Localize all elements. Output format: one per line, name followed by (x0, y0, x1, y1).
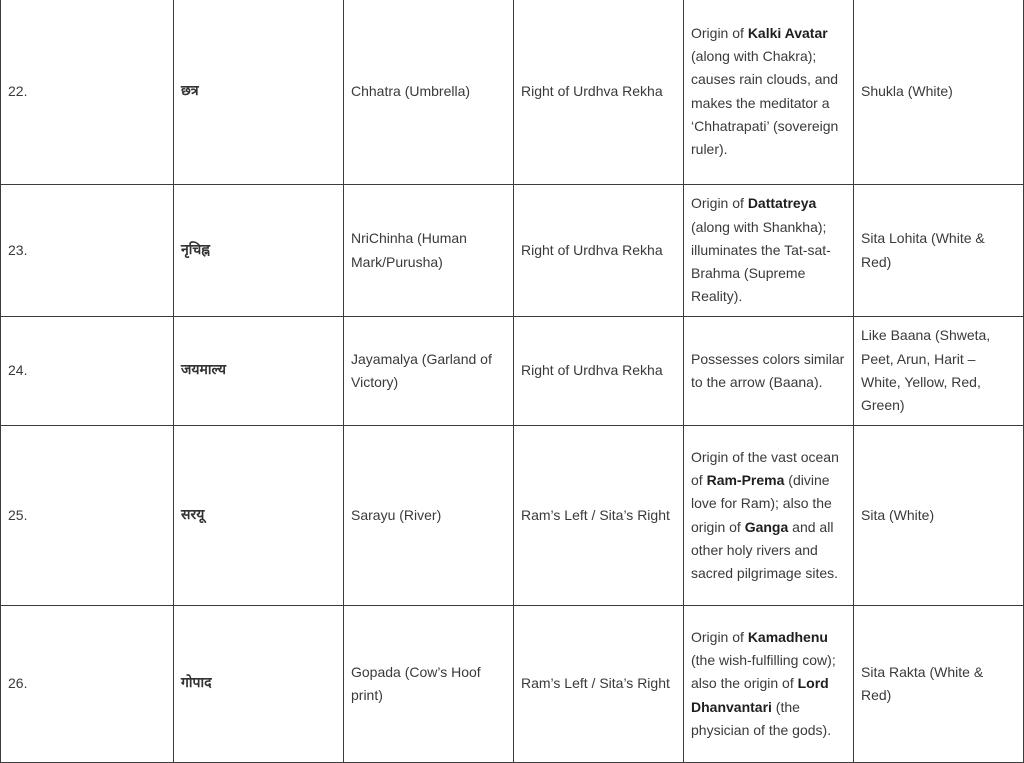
table-row (1, 606, 1024, 763)
symbol-color: Sita (White) (854, 426, 1024, 606)
symbol-color: Sita Rakta (White & Red) (854, 606, 1024, 763)
description-text: (along with Chakra); causes rain clouds, and makes the meditator a ‘Chhatrapati’ (sovereign ruler). (691, 47, 839, 158)
row-number: 24. (1, 317, 174, 426)
description-text: (along with Shankha); illuminates the Tat-sat-Brahma (Supreme Reality). (691, 218, 831, 305)
symbol-color: Like Baana (Shweta, Peet, Arun, Harit – White, Yellow, Red, Green) (854, 317, 1024, 426)
symbol-name: Sarayu (River) (344, 426, 514, 606)
symbol-description (684, 185, 854, 317)
row-number: 25. (1, 426, 174, 606)
table-row (1, 426, 1024, 606)
symbol-location: Right of Urdhva Rekha (514, 317, 684, 426)
row-number: 23. (1, 185, 174, 317)
row-number: 22. (1, 0, 174, 185)
row-number: 26. (1, 606, 174, 763)
symbol-devanagari: छत्र (174, 0, 344, 185)
symbol-color: Sita Lohita (White & Red) (854, 185, 1024, 317)
symbol-description (684, 0, 854, 185)
symbol-name: Chhatra (Umbrella) (344, 0, 514, 185)
symbol-devanagari: जयमाल्य (174, 317, 344, 426)
description-text: (divine love for Ram); also the origin of (691, 471, 832, 535)
symbol-name: Gopada (Cow’s Hoof print) (344, 606, 514, 763)
description-highlight: Ganga (744, 518, 789, 535)
description-text: Origin of (691, 628, 748, 645)
description-text: Origin of (691, 195, 748, 212)
description-highlight: Kamadhenu (747, 628, 828, 645)
table-row (1, 0, 1024, 185)
symbol-color: Shukla (White) (854, 0, 1024, 185)
description-text: (the physician of the gods). (691, 698, 832, 738)
symbol-location: Right of Urdhva Rekha (514, 185, 684, 317)
symbol-name: NriChinha (Human Mark/Purusha) (344, 185, 514, 317)
description-highlight: Ram-Prema (706, 471, 785, 488)
description-highlight: Dattatreya (747, 195, 817, 212)
table-row (1, 317, 1024, 426)
description-text: Origin of the vast ocean of (691, 448, 839, 488)
symbol-location: Ram’s Left / Sita’s Right (514, 426, 684, 606)
symbol-description (684, 606, 854, 763)
symbol-description (684, 317, 854, 426)
description-highlight: Lord Dhanvantari (691, 675, 829, 715)
symbol-location: Ram’s Left / Sita’s Right (514, 606, 684, 763)
symbol-devanagari: नृचिह्न (174, 185, 344, 317)
description-text: Origin of (691, 24, 748, 41)
table-row (1, 185, 1024, 317)
description-highlight: Kalki Avatar (747, 24, 828, 41)
description-text: and all other holy rivers and sacred pilgrimage sites. (691, 518, 839, 582)
symbol-location: Right of Urdhva Rekha (514, 0, 684, 185)
description-text: Possesses colors similar to the arrow (Baana). (691, 350, 845, 390)
symbol-devanagari: गोपाद (174, 606, 344, 763)
symbol-description (684, 426, 854, 606)
symbol-devanagari: सरयू (174, 426, 344, 606)
symbol-name: Jayamalya (Garland of Victory) (344, 317, 514, 426)
description-text: (the wish-fulfilling cow); also the origin of (691, 652, 836, 692)
